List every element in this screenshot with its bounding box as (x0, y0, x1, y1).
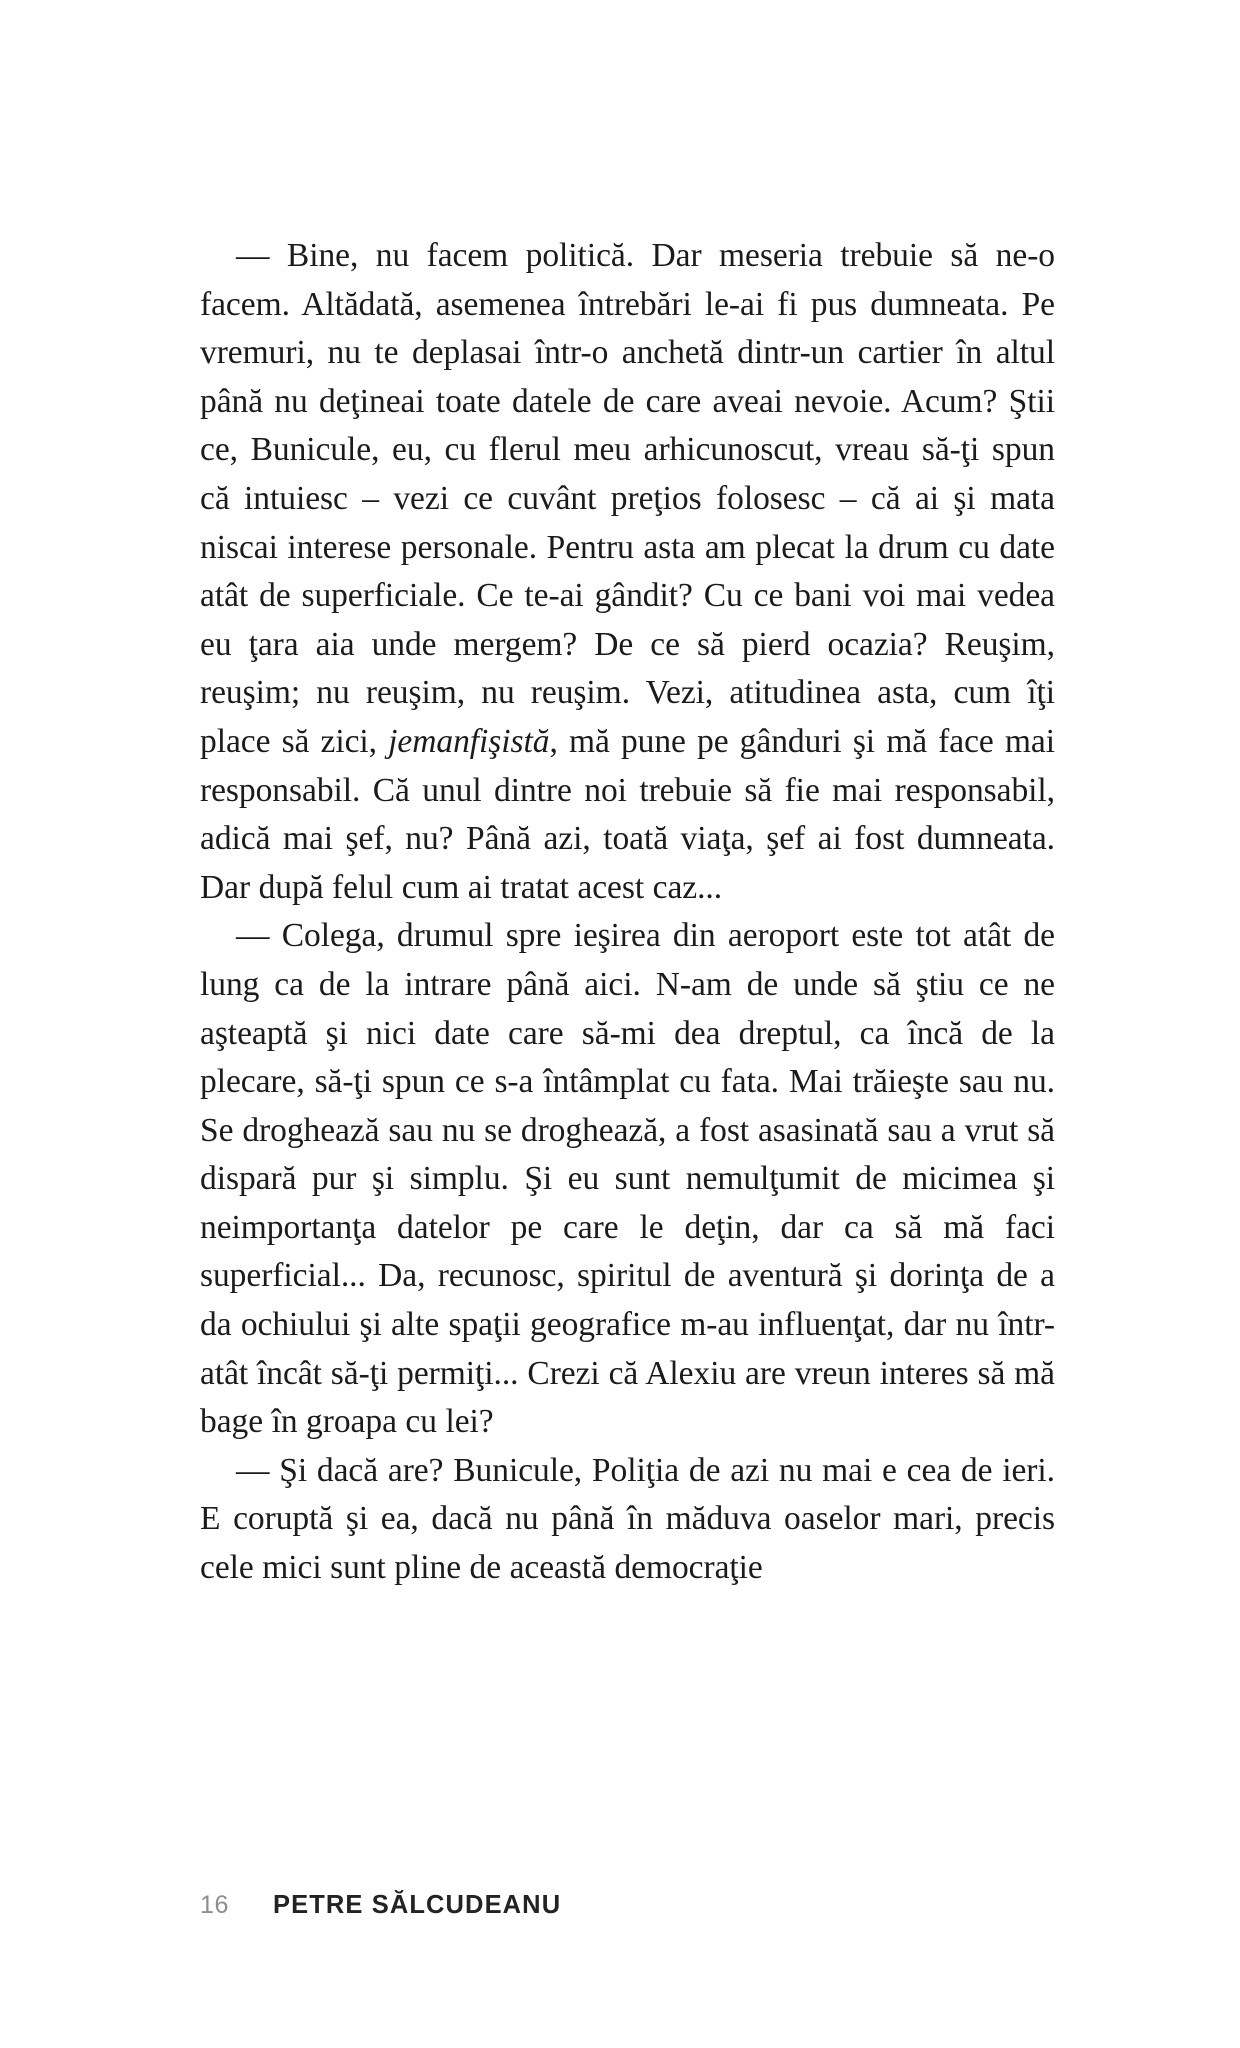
body-text: — Bine, nu facem politică. Dar meseria trebuie să ne-o facem. Altădată, asemenea întrebări le-ai fi pus dumneata. Pe vremuri, nu te deplasai într-o anchetă dintr-un cartier în altul până nu deţineai toate datele de care aveai nevoie. Acum? Ştii ce, Bunicule, eu, cu flerul meu arhicunoscut, vreau să-ţi spun că intuiesc – vezi ce cuvânt preţios folosesc – că ai şi mata niscai interese personale. Pentru asta am plecat la drum cu date atât de superficiale. Ce te-ai gândit? Cu ce bani voi mai vedea eu ţara aia unde mergem? De ce să pierd ocazia? Reuşim, reuşim; nu reuşim, nu reuşim. Vezi, atitudinea asta, cum îţi place să zici, (200, 237, 1055, 760)
running-head-author: PETRE SĂLCUDEANU (273, 1891, 562, 1919)
body-text: , mă pune pe gânduri şi mă face mai responsabil. Că unul dintre noi trebuie să fie mai responsabil, adică mai şef, nu? Până azi, toată viaţa, şef ai fost dumneata. Dar după felul cum ai tratat acest caz... (200, 722, 1055, 906)
body-text: — Colega, drumul spre ieşirea din aeroport este tot atât de lung ca de la intrare până aici. N-am de unde să ştiu ce ne aşteaptă şi nici date care să-mi dea dreptul, ca încă de la plecare, să-ţi spun ce s-a întâmplat cu fata. Mai trăieşte sau nu. Se droghează sau nu se droghează, a fost asasinată sau a vrut să dispară pur şi simplu. Şi eu sunt nemulţumit de micimea şi neimportanţa datelor pe care le deţin, dar ca să mă faci superficial... Da, recunosc, spiritul de aventură şi dorinţa de a da ochiului şi alte spaţii geografice m-au influenţat, dar nu într-atât încât să-ţi permiţi... Crezi că Alexiu are vreun interes să mă bage în groapa cu lei? (200, 917, 1055, 1441)
paragraph-1 (200, 232, 1055, 912)
body-text: — Şi dacă are? Bunicule, Poliţia de azi nu mai e cea de ieri. E coruptă şi ea, dacă nu până în măduva oaselor mari, precis cele mici sunt pline de această democraţie (200, 1451, 1055, 1587)
emphasized-text: jemanfişistă (388, 722, 550, 760)
page-text-block (200, 232, 1055, 1593)
paragraph-3 (200, 1447, 1055, 1593)
page-number: 16 (200, 1891, 230, 1919)
page-footer (200, 1891, 561, 1920)
paragraph-2 (200, 912, 1055, 1447)
